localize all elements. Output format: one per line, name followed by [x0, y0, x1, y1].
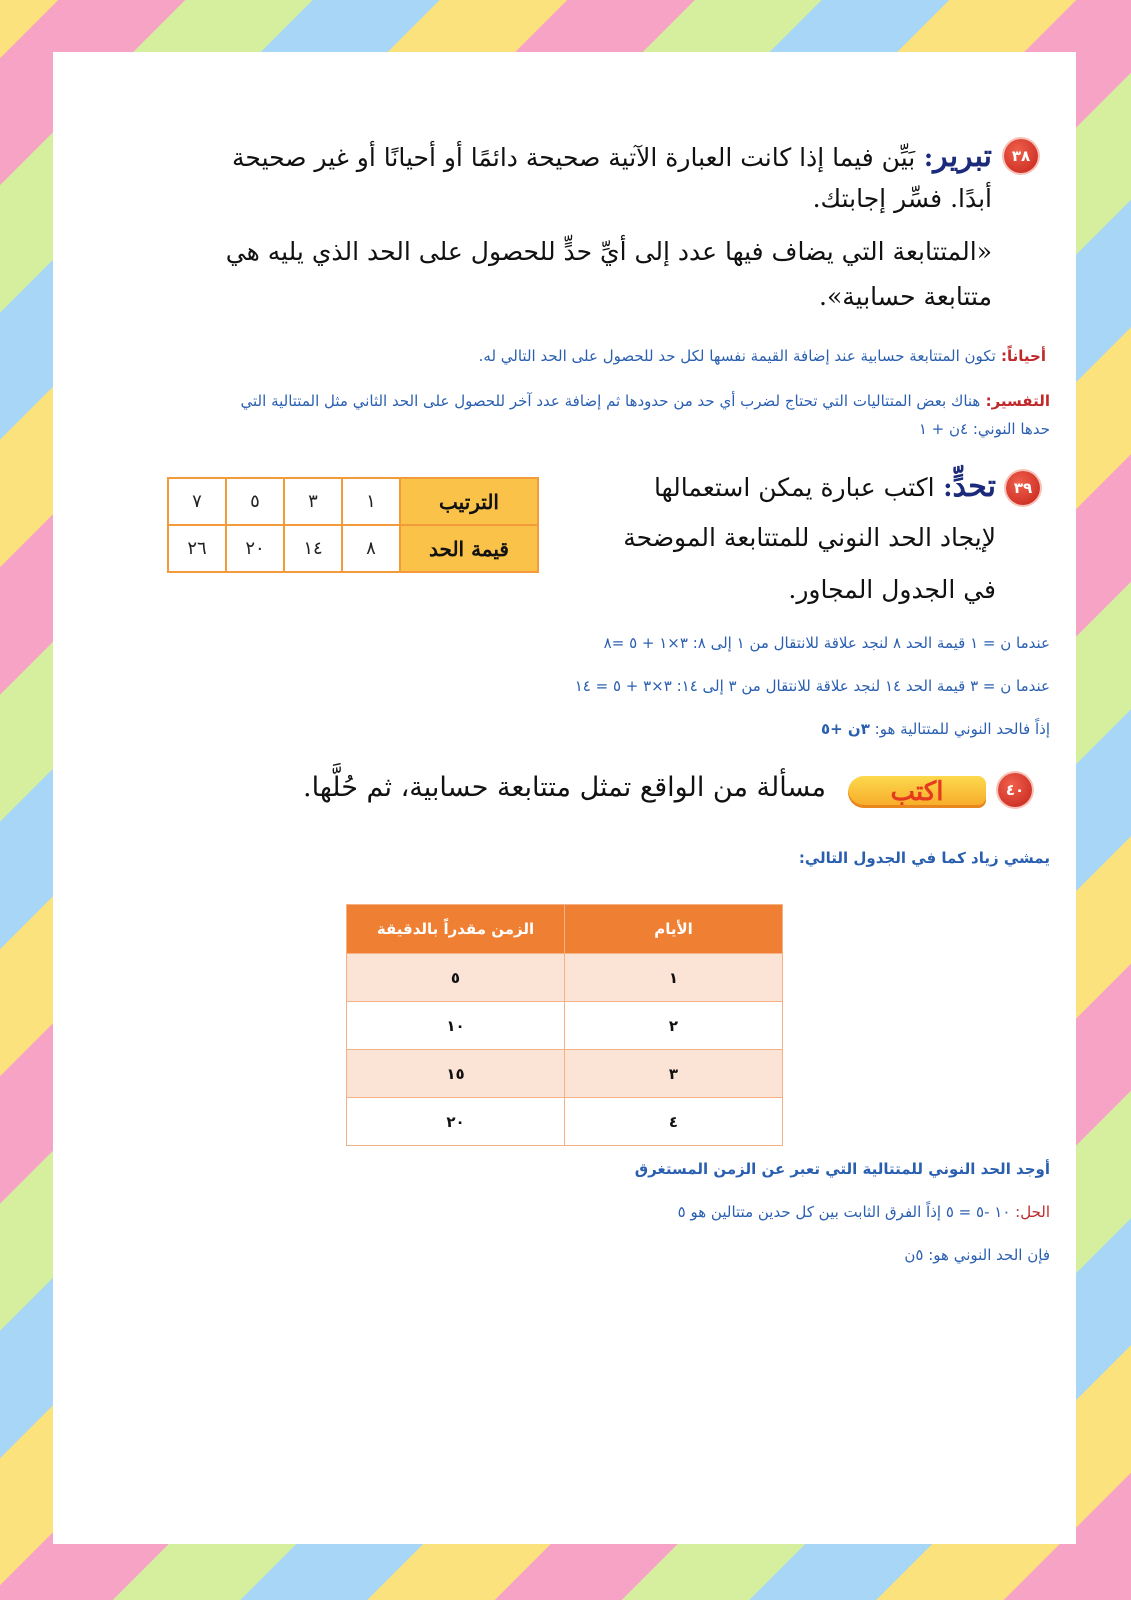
table-row [347, 954, 783, 1002]
answer-text: تكون المتتابعة حسابية عند إضافة القيمة نفسها لكل حد للحصول على الحد التالي له. [478, 347, 996, 365]
sequence-table [167, 477, 539, 573]
question-39-solution-1: عندما ن = ١ قيمة الحد ٨ لنجد علاقة للانتقال من ١ إلى ٨: ٣×١ + ٥ =٨ [603, 634, 1050, 652]
question-38-text: بَيِّن فيما إذا كانت العبارة الآتية صحيحة دائمًا أو أحيانًا أو غير صحيحة [232, 143, 916, 172]
explanation-label: التفسير [991, 392, 1050, 410]
question-39-line3: في الجدول المجاور. [788, 575, 996, 604]
nth-term-answer: ٣ن +٥ [820, 720, 870, 738]
question-38-answer: أحياناً: تكون المتتابعة حسابية عند إضافة القيمة نفسها لكل حد للحصول على الحد التالي له. [478, 347, 1046, 365]
question-39-line2: لإيجاد الحد النوني للمتتابعة الموضحة [623, 523, 996, 552]
value-cell: ١٤ [284, 525, 342, 572]
question-39-keyword: تحدٍّ [952, 469, 996, 504]
days-header: الأيام [565, 905, 783, 954]
time-cell: ١٥ [347, 1050, 565, 1098]
rank-row [168, 478, 538, 525]
rank-cell: ١ [342, 478, 400, 525]
table-row [347, 1098, 783, 1146]
question-39-solution-3 [350, 717, 1050, 741]
time-header: الزمن مقدراً بالدقيقة [347, 905, 565, 954]
question-39-text: اكتب عبارة يمكن استعمالها [653, 473, 935, 502]
question-40-intro: يمشي زياد كما في الجدول التالي: [798, 849, 1050, 867]
day-cell: ٤ [565, 1098, 783, 1146]
day-cell: ٣ [565, 1050, 783, 1098]
rank-cell: ٣ [284, 478, 342, 525]
write-badge: اكتب [848, 776, 986, 808]
question-38-explanation-line2: حدها النوني: ٤ن + ١ [918, 420, 1050, 438]
solution-text: ١٠ -٥ = ٥ إذاً الفرق الثابت بين كل حدين متتالين هو ٥ [677, 1203, 1011, 1221]
value-cell: ٢٦ [168, 525, 226, 572]
table-row [347, 1002, 783, 1050]
question-38-quote-line2: متتابعة حسابية». [819, 282, 992, 311]
value-row [168, 525, 538, 572]
question-40-final: فإن الحد النوني هو: ٥ن [904, 1246, 1050, 1264]
question-38-keyword: تبرير [933, 139, 992, 174]
question-38-explanation: التفسير: هناك بعض المتتاليات التي تحتاج لضرب أي حد من حدودها ثم إضافة عدد آخر للحصول على الحد الثاني مثل المتتالية التي [240, 392, 1050, 410]
question-39-solution-2: عندما ن = ٣ قيمة الحد ١٤ لنجد علاقة للانتقال من ٣ إلى ١٤: ٣×٣ + ٥ = ١٤ [574, 677, 1050, 695]
time-cell: ٢٠ [347, 1098, 565, 1146]
rank-header: الترتيب [400, 478, 538, 525]
question-39-line1: تحدٍّ: اكتب عبارة يمكن استعمالها [653, 469, 996, 504]
question-40-text: مسألة من الواقع تمثل متتابعة حسابية، ثم حُلَّها. [303, 772, 826, 803]
question-38-quote-line1: «المتتابعة التي يضاف فيها عدد إلى أيِّ حدٍّ للحصول على الحد الذي يليه هي [225, 237, 992, 266]
day-cell: ٢ [565, 1002, 783, 1050]
question-39-number: ٣٩ [1006, 471, 1040, 505]
explanation-line1: هناك بعض المتتاليات التي تحتاج لضرب أي حد من حدودها ثم إضافة عدد آخر للحصول على الحد الثاني مثل المتتالية التي [240, 392, 981, 410]
rank-cell: ٥ [226, 478, 284, 525]
value-cell: ٢٠ [226, 525, 284, 572]
question-38-line1: تبرير: بَيِّن فيما إذا كانت العبارة الآتية صحيحة دائمًا أو أحيانًا أو غير صحيحة [232, 139, 992, 174]
question-40-number: ٤٠ [998, 773, 1032, 807]
question-38-line2: أبدًا. فسِّر إجابتك. [812, 184, 992, 213]
day-cell: ١ [565, 954, 783, 1002]
question-40-solution: الحل: ١٠ -٥ = ٥ إذاً الفرق الثابت بين كل حدين متتالين هو ٥ [677, 1203, 1050, 1221]
question-40-task: أوجد الحد النوني للمتتالية التي تعبر عن الزمن المستغرق [634, 1160, 1050, 1178]
time-cell: ٥ [347, 954, 565, 1002]
solution-prefix: إذاً فالحد النوني للمتتالية هو: [874, 720, 1050, 738]
rank-cell: ٧ [168, 478, 226, 525]
walking-table-header [347, 905, 783, 954]
question-38-number: ٣٨ [1004, 139, 1038, 173]
table-row [347, 1050, 783, 1098]
worksheet-page [53, 52, 1076, 1544]
solution-label: الحل [1020, 1203, 1050, 1221]
value-header: قيمة الحد [400, 525, 538, 572]
answer-label: أحياناً [1007, 347, 1046, 365]
time-cell: ١٠ [347, 1002, 565, 1050]
walking-table [346, 904, 783, 1146]
value-cell: ٨ [342, 525, 400, 572]
